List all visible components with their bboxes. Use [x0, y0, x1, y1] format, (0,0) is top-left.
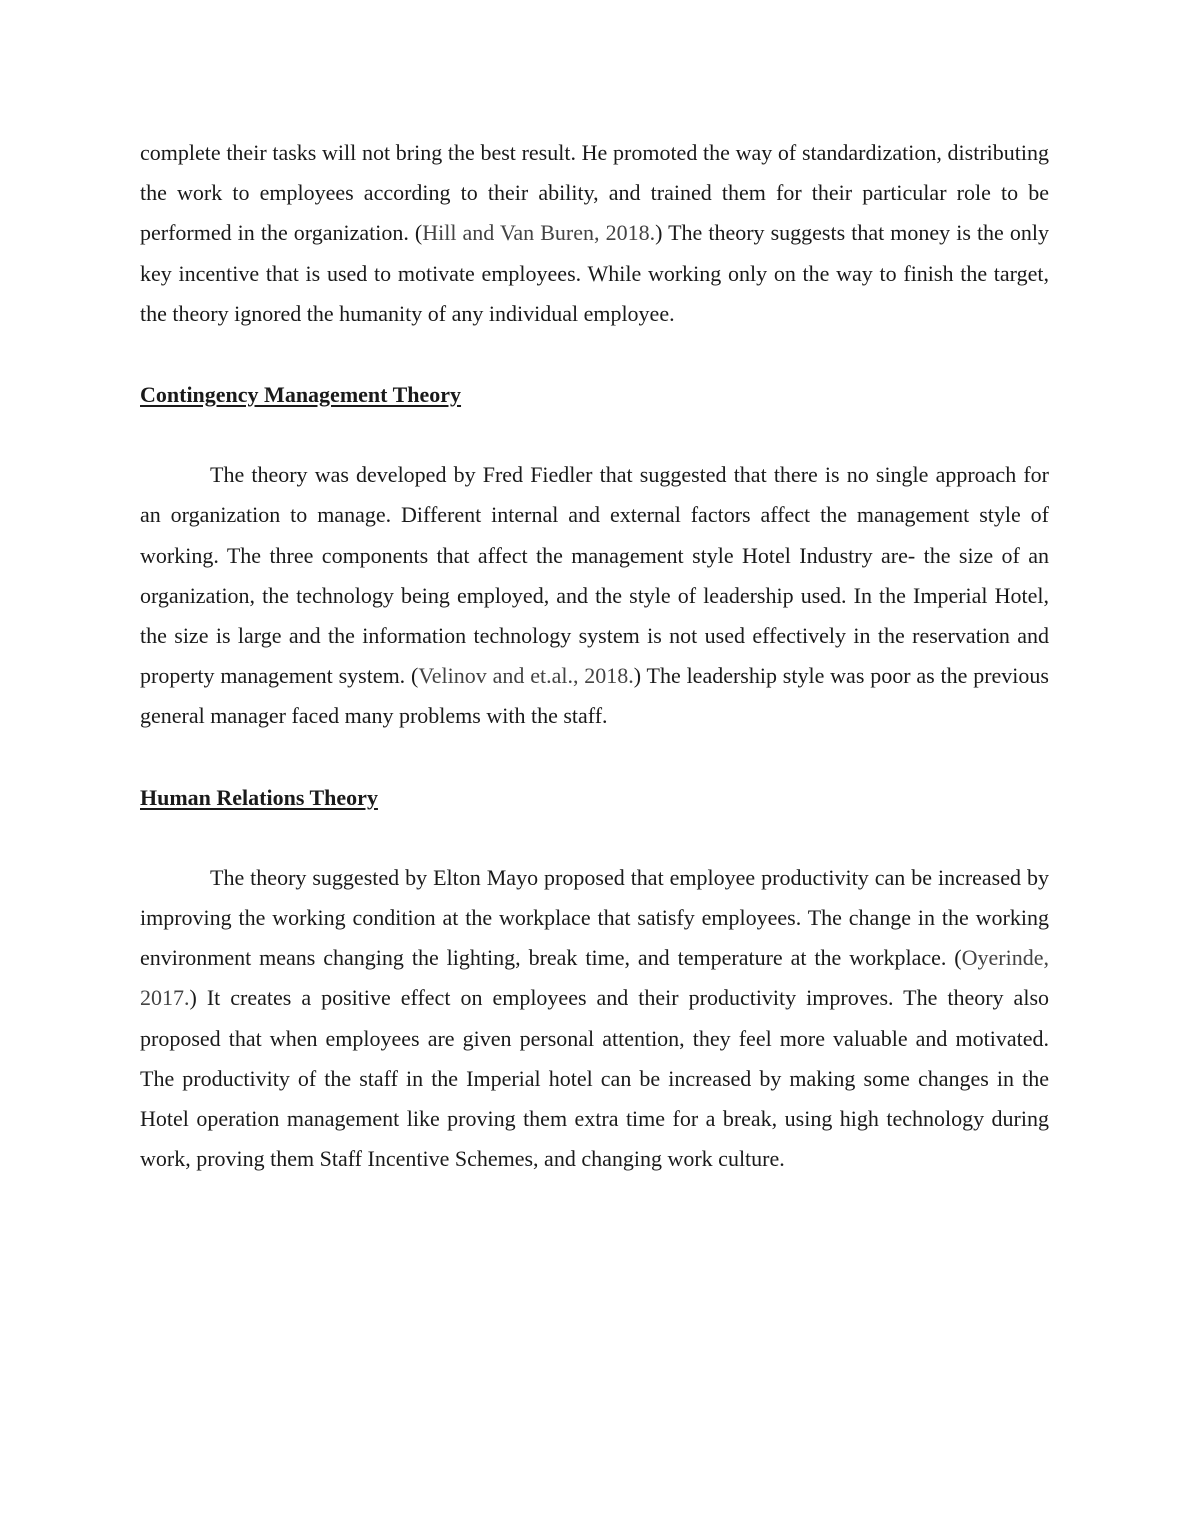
- human-relations-paragraph: [140, 858, 1049, 1180]
- contingency-heading: Contingency Management Theory: [140, 382, 462, 408]
- human-relations-text-b: ) It creates a positive effect on employees and their productivity improves. The theory also proposed that when employees are given personal attention, they feel more valuable and motivated. The productivity of the staff in the Imperial hotel can be increased by making some changes in the Hotel operation management like proving them extra time for a break, using high technology during work, proving them Staff Incentive Schemes, and changing work culture.: [140, 985, 1049, 1172]
- intro-citation: Hill and Van Buren, 2018.: [422, 220, 656, 246]
- document-page: [140, 133, 1049, 1179]
- intro-text-b: ) The theory suggests that money is the only key incentive that is used to motivate employees. While working only on the way to finish the target, the theory ignored the humanity of any individual employee.: [140, 220, 1049, 326]
- contingency-paragraph: [140, 455, 1049, 736]
- human-relations-heading: Human Relations Theory: [140, 784, 378, 810]
- contingency-text-b: ) The leadership style was poor as the previous general manager faced many problems with the staff.: [140, 663, 1049, 729]
- human-relations-text-a: The theory suggested by Elton Mayo proposed that employee productivity can be increased by improving the working condition at the workplace that satisfy employees. The change in the working environment means changing the lighting, break time, and temperature at the workplace. (: [140, 864, 1049, 971]
- intro-paragraph: [140, 133, 1049, 334]
- contingency-citation: Velinov and et.al., 2018.: [418, 663, 634, 689]
- intro-text-a: complete their tasks will not bring the best result. He promoted the way of standardization, distributing the work to employees according to their ability, and trained them for their particular role to be performed in the organization. (: [140, 140, 1049, 246]
- contingency-text-a: The theory was developed by Fred Fiedler that suggested that there is no single approach for an organization to manage. Different internal and external factors affect the management style of working. The three components that affect the management style Hotel Industry are- the size of an organization, the technology being employed, and the style of leadership used. In the Imperial Hotel, the size is large and the information technology system is not used effectively in the reservation and property management system. (: [140, 462, 1049, 689]
- human-relations-citation: Oyerinde, 2017.: [140, 945, 1049, 1011]
